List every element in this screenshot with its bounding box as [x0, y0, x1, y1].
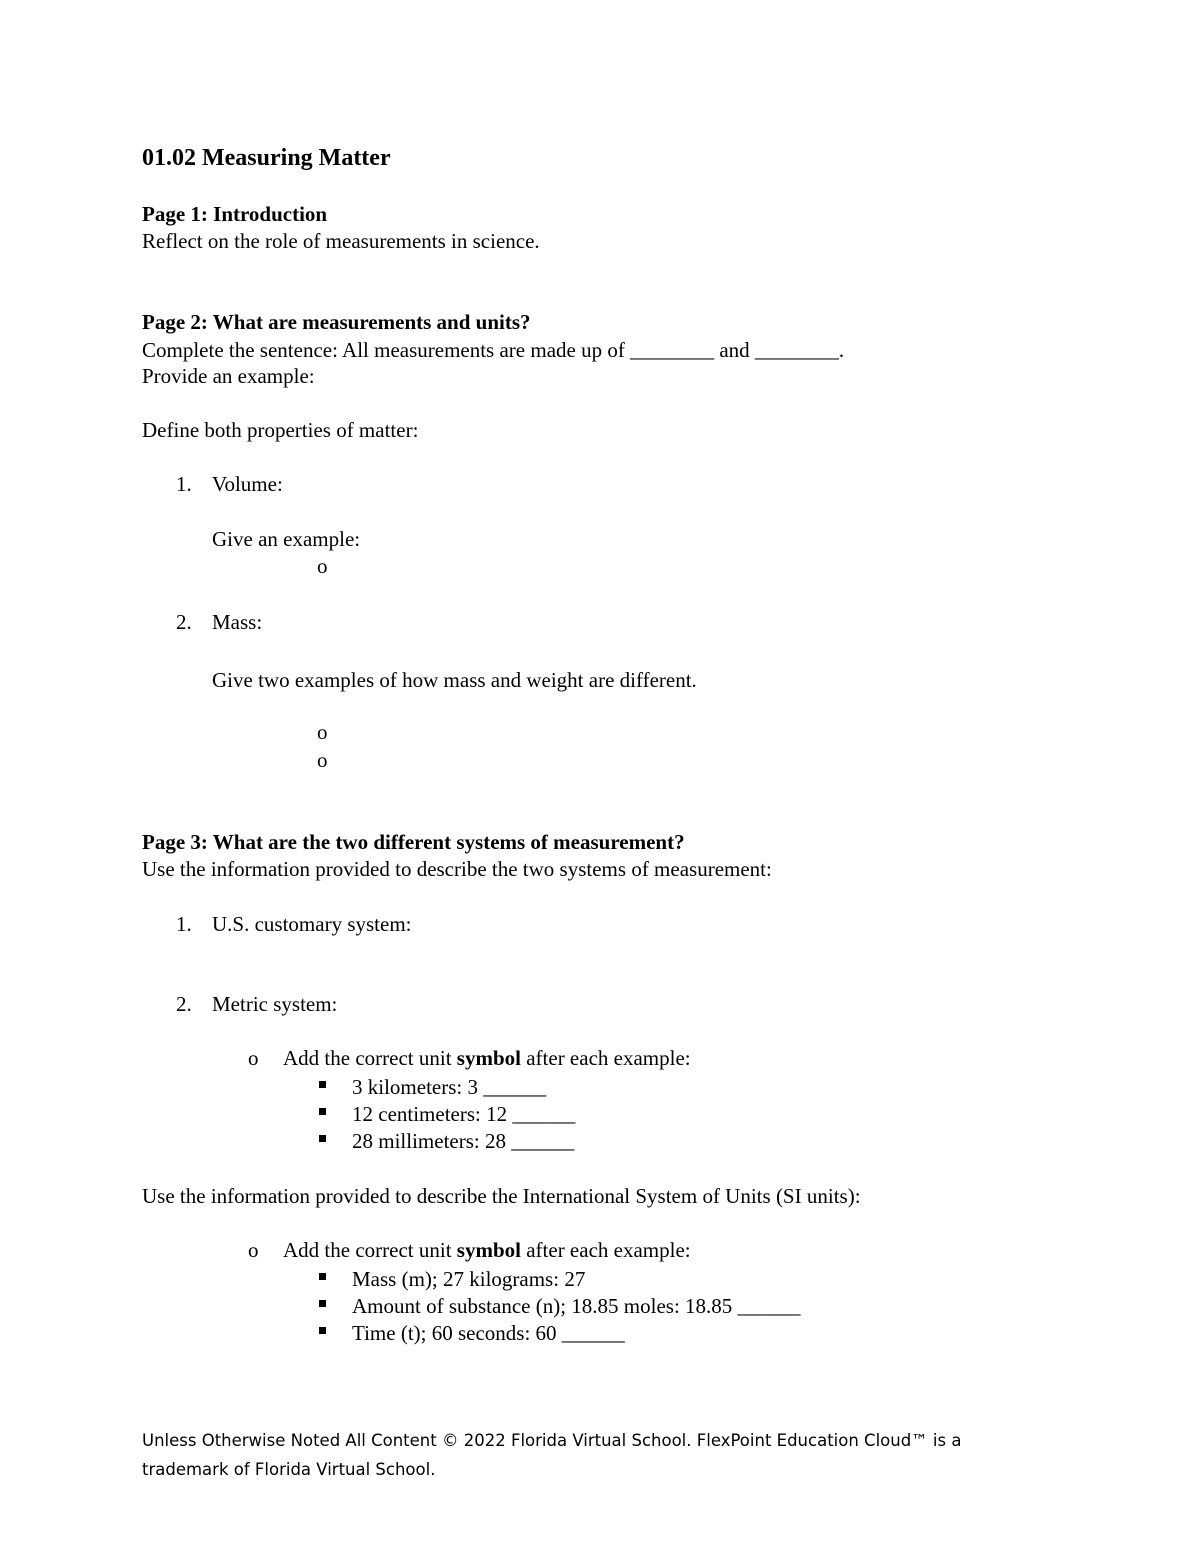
- square-bullet: [319, 1300, 326, 1307]
- metric-example: 28 millimeters: 28 ______: [352, 1129, 575, 1153]
- page3-heading: Page 3: What are the two different systems of measurement?: [142, 830, 685, 854]
- metric-example: 3 kilometers: 3 ______: [352, 1075, 547, 1099]
- si-prompt: Use the information provided to describe the International System of Units (SI units):: [142, 1184, 861, 1208]
- list-number: 2.: [176, 992, 192, 1016]
- circle-bullet: o: [248, 1046, 259, 1070]
- footer-copyright-line1: Unless Otherwise Noted All Content © 2022 Florida Virtual School. FlexPoint Education Cloud™ is a: [142, 1431, 962, 1450]
- us-customary-label: U.S. customary system:: [212, 912, 412, 936]
- square-bullet: [319, 1327, 326, 1334]
- si-example: Mass (m); 27 kilograms: 27: [352, 1267, 586, 1291]
- square-bullet: [319, 1135, 326, 1142]
- list-number: 2.: [176, 610, 192, 634]
- page1-heading: Page 1: Introduction: [142, 202, 328, 226]
- volume-label: Volume:: [212, 472, 283, 496]
- circle-bullet: o: [317, 554, 328, 578]
- metric-instruction: Add the correct unit symbol after each example:: [283, 1046, 691, 1070]
- document-title: 01.02 Measuring Matter: [142, 145, 391, 171]
- mass-weight-prompt: Give two examples of how mass and weight are different.: [212, 668, 697, 692]
- si-example: Amount of substance (n); 18.85 moles: 18.85 ______: [352, 1294, 801, 1318]
- footer-copyright-line2: trademark of Florida Virtual School.: [142, 1460, 436, 1479]
- square-bullet: [319, 1108, 326, 1115]
- page1-prompt: Reflect on the role of measurements in science.: [142, 229, 540, 253]
- mass-label: Mass:: [212, 610, 263, 634]
- volume-example-prompt: Give an example:: [212, 527, 361, 551]
- list-number: 1.: [176, 912, 192, 936]
- page2-define-prompt: Define both properties of matter:: [142, 418, 419, 442]
- si-example: Time (t); 60 seconds: 60 ______: [352, 1321, 625, 1345]
- page2-heading: Page 2: What are measurements and units?: [142, 310, 531, 334]
- circle-bullet: o: [248, 1238, 259, 1262]
- si-instruction: Add the correct unit symbol after each example:: [283, 1238, 691, 1262]
- list-number: 1.: [176, 472, 192, 496]
- circle-bullet: o: [317, 720, 328, 744]
- square-bullet: [319, 1081, 326, 1088]
- circle-bullet: o: [317, 748, 328, 772]
- metric-example: 12 centimeters: 12 ______: [352, 1102, 576, 1126]
- square-bullet: [319, 1273, 326, 1280]
- page2-sentence: Complete the sentence: All measurements are made up of ________ and ________.: [142, 338, 845, 362]
- page2-example-prompt: Provide an example:: [142, 364, 315, 388]
- metric-label: Metric system:: [212, 992, 338, 1016]
- page3-prompt: Use the information provided to describe the two systems of measurement:: [142, 857, 772, 881]
